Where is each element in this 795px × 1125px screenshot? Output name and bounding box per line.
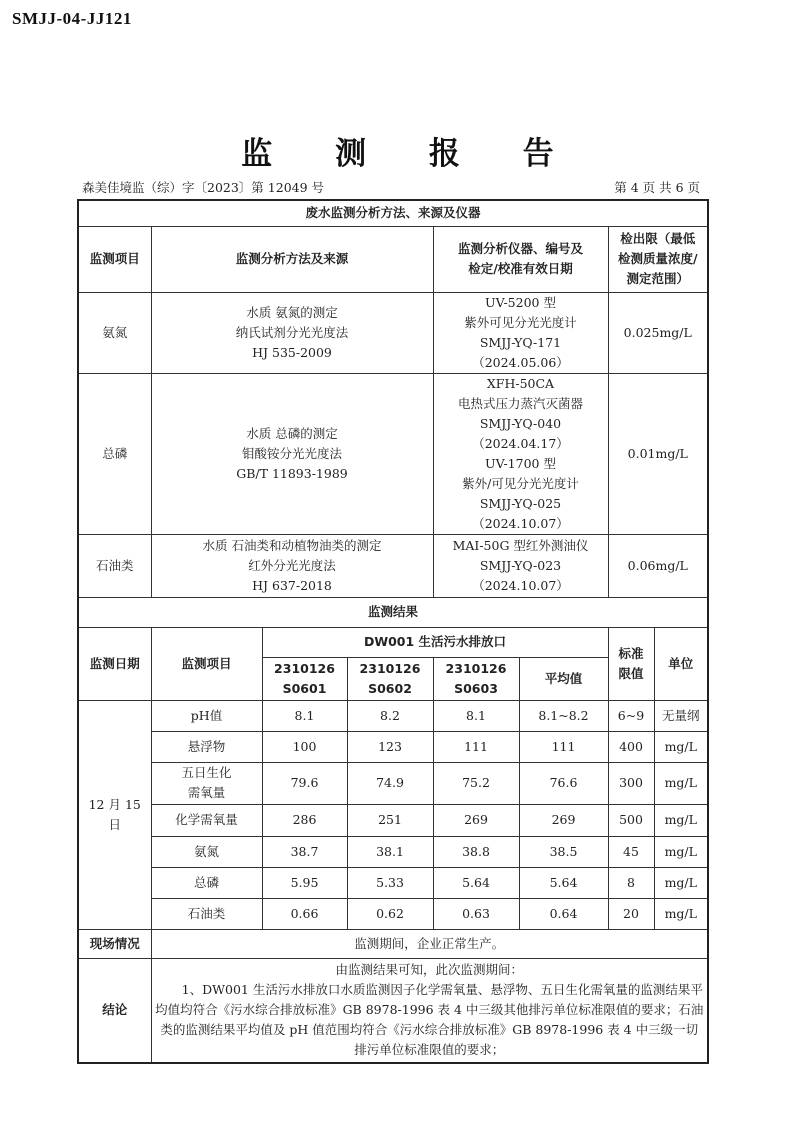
result-value: 100	[262, 731, 347, 762]
result-value: 5.95	[262, 867, 347, 898]
result-row	[78, 898, 708, 929]
result-unit: mg/L	[654, 898, 708, 929]
result-item: 化学需氧量	[151, 804, 262, 836]
methods-limit: 0.06mg/L	[608, 534, 708, 597]
conclusion-body: 1、DW001 生活污水排放口水质监测因子化学需氧量、悬浮物、五日生化需氧量的监测结果平均值均符合《污水综合排放标准》GB 8978-1996 表 4 中三级其他排污单位标准限值的要求；石油类的监测结果平均值及 pH 值范围均符合《污水综合排放标准》GB 8978-1996 表 4 中三级一切排污单位标准限值的要求；	[155, 982, 704, 1058]
methods-col-item: 监测项目	[78, 226, 151, 292]
methods-col-limit: 检出限（最低 检测质量浓度/ 测定范围）	[608, 226, 708, 292]
result-average: 0.64	[519, 898, 608, 929]
result-item: 五日生化 需氧量	[151, 762, 262, 804]
result-value: 38.8	[433, 836, 519, 867]
methods-col-method: 监测分析方法及来源	[151, 226, 433, 292]
result-unit: mg/L	[654, 867, 708, 898]
conclusion-intro: 由监测结果可知，此次监测期间：	[335, 962, 524, 978]
methods-col-instrument: 监测分析仪器、编号及 检定/校准有效日期	[433, 226, 608, 292]
sample-id: 2310126 S0601	[262, 657, 347, 700]
site-label: 现场情况	[78, 929, 151, 958]
results-col-standard: 标准 限值	[608, 627, 654, 700]
result-standard: 300	[608, 762, 654, 804]
result-unit: 无量纲	[654, 700, 708, 731]
methods-item: 石油类	[78, 534, 151, 597]
sample-id: 2310126 S0603	[433, 657, 519, 700]
result-value: 0.66	[262, 898, 347, 929]
methods-row	[78, 292, 708, 373]
methods-header-row	[78, 226, 708, 292]
result-value: 74.9	[347, 762, 433, 804]
result-value: 38.7	[262, 836, 347, 867]
result-value: 8.1	[433, 700, 519, 731]
result-average: 111	[519, 731, 608, 762]
results-col-date: 监测日期	[78, 627, 151, 700]
results-col-unit: 单位	[654, 627, 708, 700]
reference-number: 森美佳境监（综）字〔2023〕第 12049 号	[82, 180, 325, 195]
methods-method: 水质 氨氮的测定 纳氏试剂分光光度法 HJ 535-2009	[151, 292, 433, 373]
result-average: 38.5	[519, 836, 608, 867]
results-date: 12 月 15 日	[78, 700, 151, 929]
site-row	[78, 929, 708, 958]
result-standard: 45	[608, 836, 654, 867]
result-value: 269	[433, 804, 519, 836]
result-item: pH值	[151, 700, 262, 731]
methods-row	[78, 373, 708, 534]
report-table	[77, 199, 709, 1064]
result-value: 286	[262, 804, 347, 836]
methods-section-title: 废水监测分析方法、来源及仪器	[78, 200, 708, 226]
result-value: 75.2	[433, 762, 519, 804]
result-item: 总磷	[151, 867, 262, 898]
methods-item: 总磷	[78, 373, 151, 534]
results-header-row	[78, 627, 708, 657]
conclusion-row	[78, 958, 708, 1063]
result-standard: 6~9	[608, 700, 654, 731]
document-code: SMJJ-04-JJ121	[12, 9, 132, 28]
page-number: 第 4 页 共 6 页	[614, 180, 700, 195]
methods-instrument: UV-5200 型 紫外可见分光光度计 SMJJ-YQ-171（2024.05.06）	[433, 292, 608, 373]
results-location: DW001 生活污水排放口	[262, 627, 608, 657]
result-value: 123	[347, 731, 433, 762]
result-average: 269	[519, 804, 608, 836]
result-item: 石油类	[151, 898, 262, 929]
result-value: 251	[347, 804, 433, 836]
result-standard: 20	[608, 898, 654, 929]
result-item: 悬浮物	[151, 731, 262, 762]
result-unit: mg/L	[654, 762, 708, 804]
methods-instrument: XFH-50CA 电热式压力蒸汽灭菌器 SMJJ-YQ-040（2024.04.17） UV-1700 型 紫外/可见分光光度计 SMJJ-YQ-025（2024.10.07）	[433, 373, 608, 534]
result-row	[78, 762, 708, 804]
result-standard: 400	[608, 731, 654, 762]
result-average: 76.6	[519, 762, 608, 804]
results-col-average: 平均值	[519, 657, 608, 700]
result-unit: mg/L	[654, 731, 708, 762]
result-standard: 8	[608, 867, 654, 898]
site-text: 监测期间，企业正常生产。	[151, 929, 708, 958]
conclusion-label: 结论	[78, 958, 151, 1063]
result-standard: 500	[608, 804, 654, 836]
result-row	[78, 867, 708, 898]
result-value: 0.63	[433, 898, 519, 929]
result-row	[78, 731, 708, 762]
methods-item: 氨氮	[78, 292, 151, 373]
methods-instrument: MAI-50G 型红外测油仪 SMJJ-YQ-023（2024.10.07）	[433, 534, 608, 597]
result-value: 79.6	[262, 762, 347, 804]
results-col-item: 监测项目	[151, 627, 262, 700]
result-value: 5.64	[433, 867, 519, 898]
methods-limit: 0.01mg/L	[608, 373, 708, 534]
methods-limit: 0.025mg/L	[608, 292, 708, 373]
report-title: 监 测 报 告	[241, 136, 580, 172]
methods-row	[78, 534, 708, 597]
methods-method: 水质 石油类和动植物油类的测定 红外分光光度法 HJ 637-2018	[151, 534, 433, 597]
conclusion-text	[151, 958, 708, 1063]
result-value: 38.1	[347, 836, 433, 867]
result-value: 8.2	[347, 700, 433, 731]
result-value: 0.62	[347, 898, 433, 929]
result-average: 5.64	[519, 867, 608, 898]
result-item: 氨氮	[151, 836, 262, 867]
result-average: 8.1~8.2	[519, 700, 608, 731]
result-row	[78, 804, 708, 836]
result-value: 8.1	[262, 700, 347, 731]
result-row	[78, 836, 708, 867]
result-unit: mg/L	[654, 836, 708, 867]
results-section-title: 监测结果	[78, 597, 708, 627]
methods-method: 水质 总磷的测定 钼酸铵分光光度法 GB/T 11893-1989	[151, 373, 433, 534]
result-value: 111	[433, 731, 519, 762]
sample-id: 2310126 S0602	[347, 657, 433, 700]
result-unit: mg/L	[654, 804, 708, 836]
result-value: 5.33	[347, 867, 433, 898]
result-row	[78, 700, 708, 731]
